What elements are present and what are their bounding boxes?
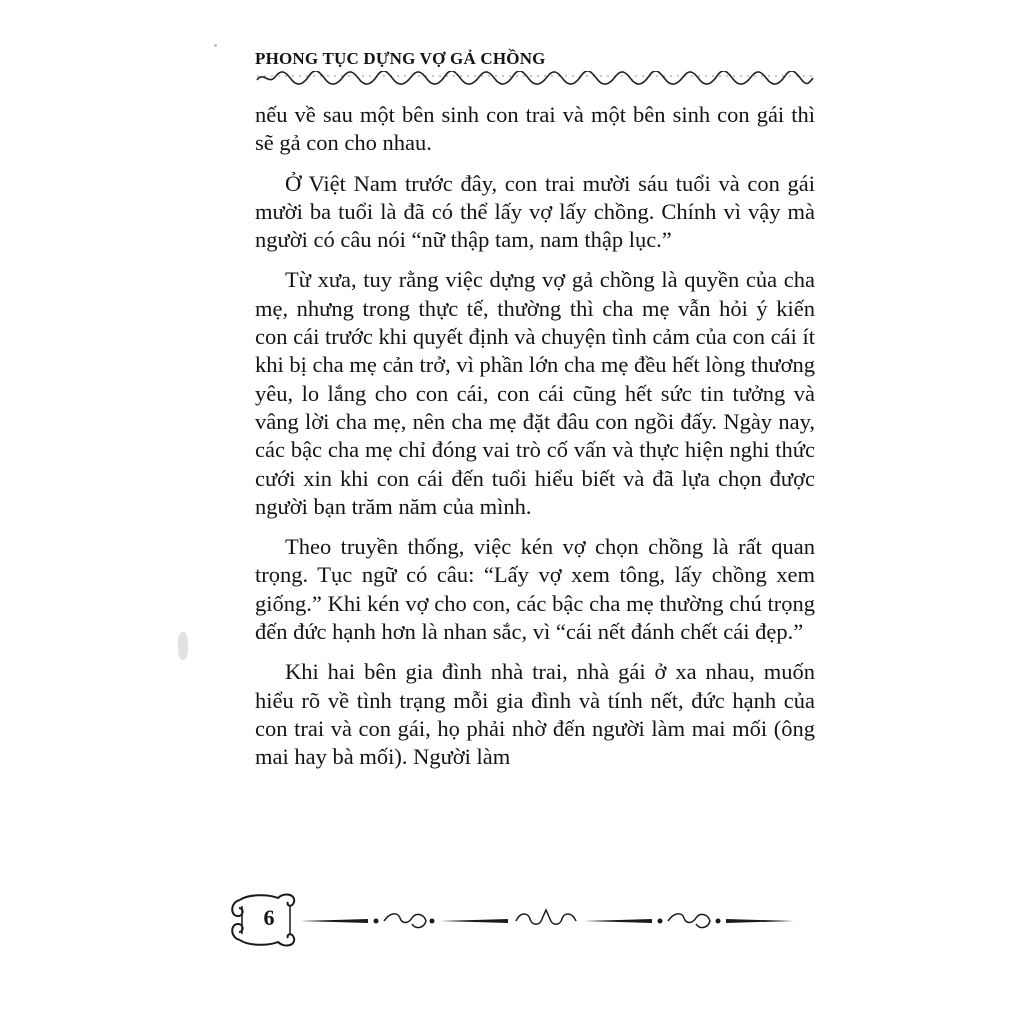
paragraph: Ở Việt Nam trước đây, con trai mười sáu tuổi và con gái mười ba tuổi là đã có thể lấy vợ lấy chồng. Chính vì vậy mà người có câu nói “nữ thập tam, nam thập lục.” [255, 170, 815, 253]
paragraph: Khi hai bên gia đình nhà trai, nhà gái ở xa nhau, muốn hiểu rõ về tình trạng mỗi gia đình và tính nết, đức hạnh của con trai và con gái, họ phải nhờ đến người làm mai mối (ông mai hay bà mối). Người làm [255, 659, 815, 770]
running-head-title: PHONG TỤC DỰNG VỢ GẢ CHỒNG [255, 49, 546, 68]
paper-speck [214, 44, 217, 47]
paper-speck [178, 632, 188, 660]
footer-ornament [228, 888, 798, 952]
paragraph: Từ xưa, tuy rằng việc dựng vợ gả chồng là quyền của cha mẹ, nhưng trong thực tế, thường thì cha mẹ vẫn hỏi ý kiến con cái trước khi quyết định và chuyện tình cảm của con cái ít khi bị cha mẹ cản trở, vì phần lớn cha mẹ đều hết lòng thương yêu, lo lắng cho con cái, con cái cũng hết sức tin tưởng và vâng lời cha mẹ, nên cha mẹ đặt đâu con ngồi đấy. Ngày nay, các bậc cha mẹ chỉ đóng vai trò cố vấn và thực hiện nghi thức cưới xin khi con cái đến tuổi hiểu biết và đã lựa chọn được người bạn trăm năm của mình. [255, 267, 815, 519]
paragraph: Theo truyền thống, việc kén vợ chọn chồng là rất quan trọng. Tục ngữ có câu: “Lấy vợ xem tông, lấy chồng xem giống.” Khi kén vợ cho con, các bậc cha mẹ thường chú trọng đến đức hạnh hơn là nhan sắc, vì “cái nết đánh chết cái đẹp.” [255, 534, 815, 645]
paragraph-continued: nếu về sau một bên sinh con trai và một bên sinh con gái thì sẽ gả con cho nhau. [255, 102, 815, 156]
page-number: 6 [263, 905, 275, 930]
body-text [255, 101, 815, 784]
header-ornament-rule [255, 71, 815, 85]
